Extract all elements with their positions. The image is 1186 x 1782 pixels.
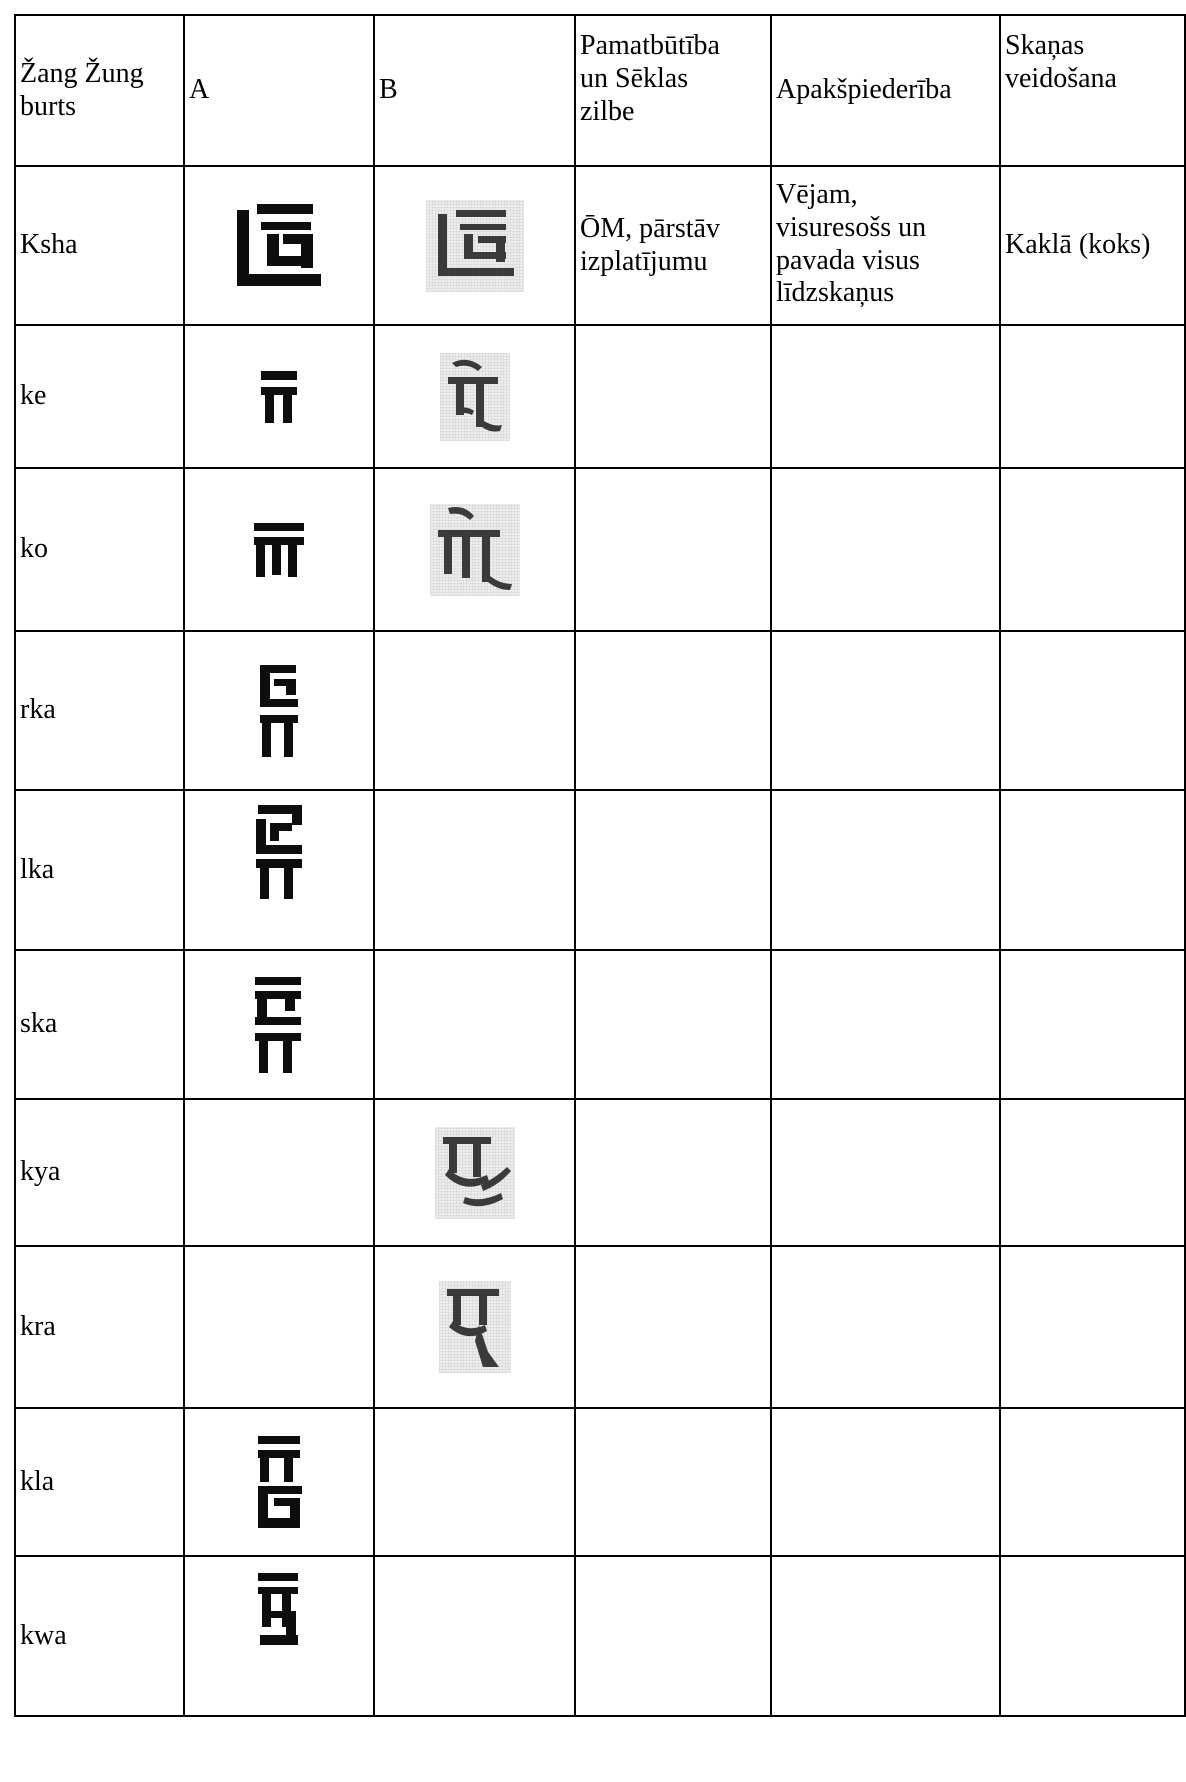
glyph-cell-a <box>185 1557 375 1717</box>
rka-glyph-a <box>258 663 300 759</box>
header-column-a: A <box>185 14 375 167</box>
sound-cell <box>1001 469 1186 632</box>
glyph-cell-a <box>185 1247 375 1409</box>
glyph-cell-b <box>375 1100 576 1247</box>
affiliation-cell <box>772 1409 1001 1557</box>
header-affiliation: Apakšpiederība <box>772 14 1001 167</box>
sound-cell <box>1001 1247 1186 1409</box>
glyph-cell-a <box>185 951 375 1100</box>
letter-name: lka <box>14 791 185 951</box>
kwa-glyph-a <box>256 1571 302 1647</box>
essence-cell <box>576 469 772 632</box>
glyph-cell-a <box>185 469 375 632</box>
glyph-cell-b <box>375 951 576 1100</box>
kra-glyph-b <box>439 1281 511 1373</box>
affiliation-cell <box>772 1557 1001 1717</box>
ke-glyph-b <box>440 353 510 441</box>
letter-name: ko <box>14 469 185 632</box>
essence-cell: ŌM, pārstāv izplatījumu <box>576 167 772 326</box>
essence-cell <box>576 1409 772 1557</box>
glyph-cell-a <box>185 167 375 326</box>
ksha-glyph-a <box>231 200 327 292</box>
affiliation-cell <box>772 326 1001 469</box>
affiliation-cell <box>772 1100 1001 1247</box>
letter-name: ke <box>14 326 185 469</box>
glyph-cell-a <box>185 1409 375 1557</box>
glyph-cell-b <box>375 791 576 951</box>
essence-cell <box>576 326 772 469</box>
kla-glyph-a <box>254 1434 304 1530</box>
letter-name: ska <box>14 951 185 1100</box>
header-essence-seed-syllable: Pamatbūtība un Sēklas zilbe <box>576 14 772 167</box>
letter-name: kra <box>14 1247 185 1409</box>
affiliation-cell <box>772 1247 1001 1409</box>
kya-glyph-b <box>435 1127 515 1219</box>
sound-cell <box>1001 326 1186 469</box>
glyph-cell-b <box>375 1247 576 1409</box>
sound-cell <box>1001 791 1186 951</box>
ke-glyph-a <box>259 369 299 425</box>
glyph-cell-a <box>185 326 375 469</box>
header-zhang-zhung-letter: Žang Žung burts <box>14 14 185 167</box>
letter-name: rka <box>14 632 185 791</box>
glyph-cell-b <box>375 326 576 469</box>
essence-cell <box>576 1247 772 1409</box>
ko-glyph-b <box>430 504 520 596</box>
sound-cell <box>1001 632 1186 791</box>
letter-name: kwa <box>14 1557 185 1717</box>
letter-name: kla <box>14 1409 185 1557</box>
affiliation-cell <box>772 951 1001 1100</box>
essence-cell <box>576 632 772 791</box>
glyph-cell-a <box>185 791 375 951</box>
glyph-cell-b <box>375 1409 576 1557</box>
ko-glyph-a <box>252 521 306 579</box>
essence-cell <box>576 1557 772 1717</box>
letter-name: Ksha <box>14 167 185 326</box>
glyph-cell-a <box>185 632 375 791</box>
essence-cell <box>576 791 772 951</box>
header-sound-formation: Skaņas veidošana <box>1001 14 1186 167</box>
sound-cell <box>1001 1557 1186 1717</box>
glyph-cell-a <box>185 1100 375 1247</box>
ska-glyph-a <box>251 975 307 1075</box>
sound-cell: Kaklā (koks) <box>1001 167 1186 326</box>
sound-cell <box>1001 951 1186 1100</box>
sound-cell <box>1001 1100 1186 1247</box>
glyph-cell-b <box>375 469 576 632</box>
affiliation-cell <box>772 632 1001 791</box>
glyph-cell-b <box>375 632 576 791</box>
ksha-glyph-b <box>426 200 524 292</box>
glyph-cell-b <box>375 167 576 326</box>
letter-name: kya <box>14 1100 185 1247</box>
glyph-cell-b <box>375 1557 576 1717</box>
header-column-b: B <box>375 14 576 167</box>
affiliation-cell <box>772 791 1001 951</box>
affiliation-cell: Vējam, visuresošs un pavada visus līdzskaņus <box>772 167 1001 326</box>
essence-cell <box>576 951 772 1100</box>
affiliation-cell <box>772 469 1001 632</box>
essence-cell <box>576 1100 772 1247</box>
sound-cell <box>1001 1409 1186 1557</box>
lka-glyph-a <box>252 803 306 901</box>
